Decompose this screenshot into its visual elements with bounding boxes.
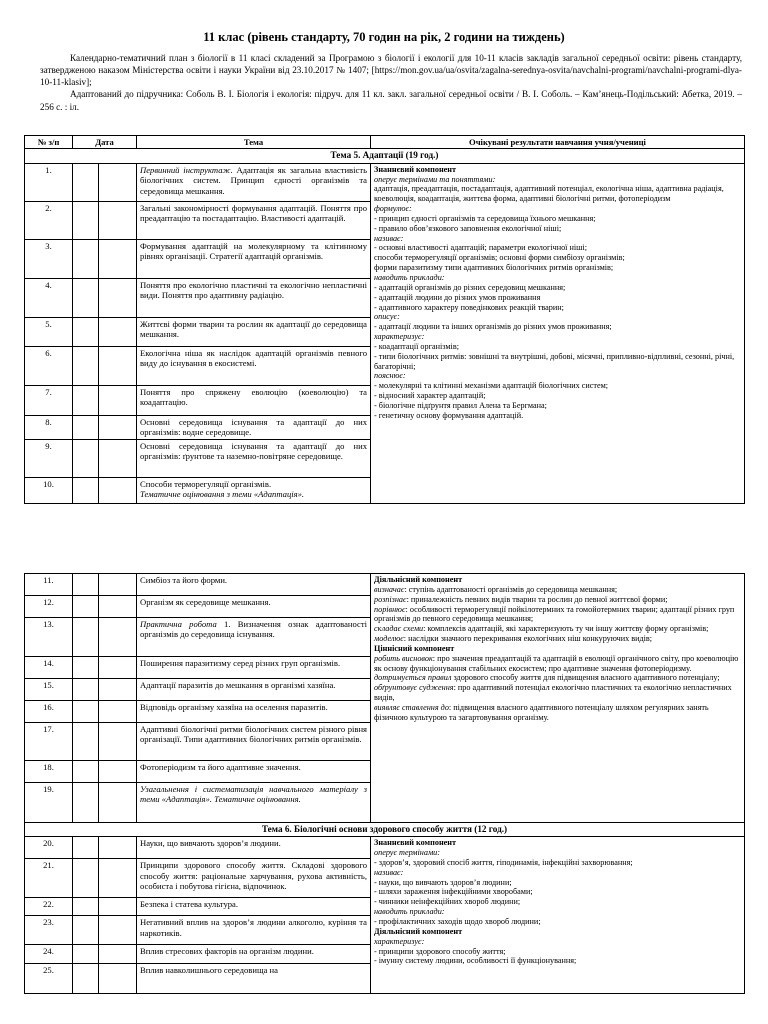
- row-topic: Науки, що вивчають здоров’я людини.: [137, 837, 371, 859]
- date-cell: [99, 346, 137, 385]
- date-cell: [73, 783, 99, 823]
- result-line: Діяльнісний компонент: [374, 926, 463, 936]
- date-cell: [73, 701, 99, 723]
- result-line: - принцип єдності організмів та середовища їхнього мешкання;: [374, 213, 596, 223]
- result-line: - науки, що вивчають здоров’я людини;: [374, 877, 512, 887]
- result-line: оперує термінами:: [374, 848, 440, 858]
- intro-paragraph: Календарно-тематичний план з біології в 11 класі складений за Програмою з біології і екології для 10-11 класів закладів загальної середньої освіти: рівень стандарту, затвердженою наказом Міністерства освіти і науки України від 23.10.2017 № 1407; [https://mon.gov.ua/ua/osvita/zagalna-serednya-osvita/navchalni-programi/navchalni-programi-dlya-10-11-klasiv];: [40, 53, 742, 88]
- date-cell: [99, 477, 137, 503]
- date-cell: [73, 278, 99, 317]
- row-number: 12.: [25, 596, 73, 618]
- result-line: Знаннєвий компонент: [374, 164, 457, 174]
- table-body: [25, 163, 745, 503]
- row-number: 10.: [25, 477, 73, 503]
- topic-emphasis: Узагальнення і систематизація навчального матеріалу з теми «Адаптація». Тематичне оцінювання.: [140, 784, 367, 805]
- result-lead: складає схеми: [374, 624, 424, 634]
- date-cell: [73, 163, 99, 201]
- row-topic: Фотоперіодизм та його адаптивне значення.: [137, 761, 371, 783]
- date-cell: [73, 964, 99, 994]
- result-line: пояснює:: [374, 371, 406, 381]
- date-cell: [73, 916, 99, 945]
- date-cell: [73, 385, 99, 415]
- row-number: 24.: [25, 945, 73, 964]
- table-header-row: [25, 136, 745, 149]
- row-topic: Організм як середовище мешкання.: [137, 596, 371, 618]
- results-cell: [371, 163, 745, 503]
- row-number: 1.: [25, 163, 73, 201]
- table-body: [25, 837, 745, 994]
- plan-table-upper: [24, 135, 745, 504]
- result-line: - біологічне підґрунтя правил Алена та Бергмана;: [374, 400, 547, 410]
- date-cell: [99, 723, 137, 761]
- result-line: формулює:: [374, 204, 412, 214]
- row-topic: Способи терморегуляції організмів. Тематичне оцінювання з теми «Адаптація».: [137, 477, 371, 503]
- date-cell: [73, 618, 99, 657]
- row-topic: Життєві форми тварин та рослин як адаптації до середовища мешкання.: [137, 317, 371, 346]
- result-line: наводить приклади:: [374, 907, 445, 917]
- result-line: виявляє ставлення до: підвищення власного адаптивного потенціалу шляхом регулярних занять фізичною культурою та загартовування організму.: [374, 702, 709, 722]
- results-cell: [371, 574, 745, 823]
- row-topic: Поняття про екологічно пластичні та екологічно непластичні види. Поняття про адаптивну радіацію.: [137, 278, 371, 317]
- result-line: - відносний характер адаптацій;: [374, 391, 486, 401]
- date-cell: [73, 317, 99, 346]
- row-topic: Основні середовища існування та адаптації до них організмів: ґрунтове та наземно-повітряне середовище.: [137, 439, 371, 477]
- result-line: - принципи здорового способу життя;: [374, 946, 506, 956]
- result-line: - адаптацій організмів до різних середовищ мешкання;: [374, 282, 566, 292]
- result-line: називає:: [374, 233, 404, 243]
- result-line: характеризує:: [374, 332, 425, 342]
- result-line: - генетичну основу формування адаптацій.: [374, 410, 524, 420]
- result-line: - молекулярні та клітинні механізми адаптацій біологічних систем;: [374, 381, 609, 391]
- result-line: - адаптації людини та інших організмів до різних умов проживання;: [374, 322, 612, 332]
- result-line: - чинники неінфекційних хвороб людини;: [374, 897, 521, 907]
- date-cell: [99, 964, 137, 994]
- result-line: способи терморегуляції організмів; основні форми симбіозу організмів;: [374, 253, 625, 263]
- result-line: - правило обов’язкового заповнення екологічної ніші;: [374, 223, 562, 233]
- row-topic: Адаптації паразитів до мешкання в організмі хазяїна.: [137, 679, 371, 701]
- date-cell: [99, 679, 137, 701]
- date-cell: [99, 163, 137, 201]
- result-line: наводить приклади:: [374, 272, 445, 282]
- row-number: 22.: [25, 898, 73, 916]
- date-cell: [99, 201, 137, 239]
- result-line: оперує термінами та поняттями:: [374, 174, 496, 184]
- result-line: - коадаптації організмів;: [374, 341, 459, 351]
- table-row: [25, 574, 745, 596]
- result-lead: моделює: [374, 634, 404, 644]
- date-cell: [99, 574, 137, 596]
- row-number: 8.: [25, 415, 73, 439]
- header-topic: Тема: [137, 136, 371, 149]
- date-cell: [73, 761, 99, 783]
- date-cell: [73, 439, 99, 477]
- intro-paragraph: Адаптований до підручника: Соболь В. І. Біологія і екологія: підруч. для 11 кл. закл. загальної середньої освіти / В. І. Соболь. – Кам’янець-Подільський: Абетка, 2019. – 256 с. : іл.: [40, 89, 742, 112]
- result-line: форми паразитизму типи адаптивних біологічних ритмів організмів;: [374, 263, 614, 273]
- results-cell: [371, 837, 745, 994]
- row-number: 13.: [25, 618, 73, 657]
- date-cell: [73, 239, 99, 278]
- date-cell: [99, 837, 137, 859]
- result-line: - основні властивості адаптацій; параметри екологічної ніші;: [374, 243, 588, 253]
- result-lead: дотримується правил: [374, 673, 452, 683]
- plan-table-lower: [24, 573, 745, 994]
- section-title: Тема 6. Біологічні основи здорового способу життя (12 год.): [25, 823, 745, 837]
- row-number: 9.: [25, 439, 73, 477]
- result-lead: виявляє ставлення до: [374, 702, 449, 712]
- date-cell: [99, 415, 137, 439]
- date-cell: [99, 945, 137, 964]
- row-topic: Поняття про спряжену еволюцію (коеволюцію) та коадаптацію.: [137, 385, 371, 415]
- row-topic: Формування адаптацій на молекулярному та клітинному рівнях організації. Стратегії адаптацій організмів.: [137, 239, 371, 278]
- result-line: моделює: наслідки значного перекривання екологічних ніш конкуруючих видів;: [374, 634, 653, 644]
- row-number: 25.: [25, 964, 73, 994]
- row-topic: Принципи здорового способу життя. Складові здорового способу життя: раціональне харчування, рухова активність, особиста і побутова гігієна, відпочинок.: [137, 859, 371, 898]
- result-line: - профілактичних заходів щодо хвороб людини;: [374, 916, 541, 926]
- result-line: - здоров’я, здоровий спосіб життя, гіподинамія, інфекційні захворювання;: [374, 857, 633, 867]
- row-number: 15.: [25, 679, 73, 701]
- row-topic: Відповідь організму хазяїна на оселення паразитів.: [137, 701, 371, 723]
- row-topic: Симбіоз та його форми.: [137, 574, 371, 596]
- row-number: 4.: [25, 278, 73, 317]
- date-cell: [73, 201, 99, 239]
- result-line: характеризує:: [374, 936, 425, 946]
- header-num: № з/п: [25, 136, 73, 149]
- date-cell: [99, 385, 137, 415]
- result-line: називає:: [374, 867, 404, 877]
- row-topic: Первинний інструктаж. Адаптація як загальна властивість біологічних систем. Принцип єдності організмів та середовища мешкання.: [137, 163, 371, 201]
- result-lead: порівнює: [374, 604, 406, 614]
- row-number: 2.: [25, 201, 73, 239]
- row-number: 16.: [25, 701, 73, 723]
- date-cell: [99, 701, 137, 723]
- row-number: 18.: [25, 761, 73, 783]
- row-topic: Екологічна ніша як наслідок адаптацій організмів певного виду до існування в екосистемі.: [137, 346, 371, 385]
- row-number: 7.: [25, 385, 73, 415]
- result-line: розпізнає: приналежність певних видів тварин та рослин до певної життєвої форми;: [374, 594, 668, 604]
- date-cell: [73, 477, 99, 503]
- date-cell: [99, 239, 137, 278]
- row-number: 21.: [25, 859, 73, 898]
- result-line: дотримується правил здорового способу життя для підвищення власного адаптивного потенціалу;: [374, 673, 720, 683]
- table-body: [25, 574, 745, 823]
- row-topic: Безпека і статева культура.: [137, 898, 371, 916]
- date-cell: [99, 761, 137, 783]
- date-cell: [73, 346, 99, 385]
- date-cell: [73, 837, 99, 859]
- date-cell: [99, 859, 137, 898]
- topic-assessment: Тематичне оцінювання з теми «Адаптація».: [140, 489, 305, 500]
- section-title: Тема 5. Адаптації (19 год.): [25, 149, 745, 163]
- result-line: - імунну систему людини, особливості її функціонування;: [374, 956, 577, 966]
- date-cell: [99, 916, 137, 945]
- topic-emphasis: Первинний інструктаж: [140, 164, 231, 175]
- result-lead: обґрунтовує судження: [374, 683, 454, 693]
- row-number: 14.: [25, 657, 73, 679]
- date-cell: [73, 415, 99, 439]
- topic-emphasis: Практична робота: [140, 619, 217, 629]
- row-topic: Вплив стресових факторів на організм людини.: [137, 945, 371, 964]
- result-line: - адаптивного характеру поведінкових реакцій тварин;: [374, 302, 564, 312]
- section-row: [25, 149, 745, 163]
- row-topic: Основні середовища існування та адаптації до них організмів: водне середовище.: [137, 415, 371, 439]
- row-number: 20.: [25, 837, 73, 859]
- intro-text: [40, 52, 742, 113]
- date-cell: [99, 783, 137, 823]
- date-cell: [73, 898, 99, 916]
- row-number: 17.: [25, 723, 73, 761]
- date-cell: [99, 596, 137, 618]
- result-line: Ціннісний компонент: [374, 643, 455, 653]
- date-cell: [99, 439, 137, 477]
- section-row: [25, 823, 745, 837]
- row-topic: Практична робота 1. Визначення ознак адаптованості організмів до середовища існування.: [137, 618, 371, 657]
- result-line: - адаптацій людини до різних умов проживання: [374, 292, 541, 302]
- header-results: Очікувані результати навчання учня/учениці: [371, 136, 745, 149]
- row-number: 3.: [25, 239, 73, 278]
- result-line: адаптація, преадаптація, постадаптація, адаптивний потенціал, екологічна ніша, адаптивна радіація, коеволюція, коадаптація, життєва форма, адаптивні біологічні ритми, фотоперіодизм: [374, 184, 724, 204]
- row-topic: Загальні закономірності формування адаптацій. Поняття про преадаптацію та постадаптацію. Властивості адаптацій.: [137, 201, 371, 239]
- row-topic: Поширення паразитизму серед різних груп організмів.: [137, 657, 371, 679]
- result-line: - шляхи зараження інфекційними хворобами;: [374, 887, 533, 897]
- result-lead: робить висновок: [374, 653, 433, 663]
- result-line: описує:: [374, 312, 400, 322]
- table-row: [25, 837, 745, 859]
- date-cell: [99, 657, 137, 679]
- result-line: Діяльнісний компонент: [374, 575, 463, 584]
- result-line: складає схеми: комплексів адаптацій, які характеризують ту чи іншу життєву форму організмів;: [374, 624, 709, 634]
- row-number: 23.: [25, 916, 73, 945]
- header-date: Дата: [73, 136, 137, 149]
- row-topic: Вплив навколишнього середовища на: [137, 964, 371, 994]
- date-cell: [73, 723, 99, 761]
- row-topic: Адаптивні біологічні ритми біологічних систем різного рівня організації. Типи адаптивних біологічних ритмів організмів.: [137, 723, 371, 761]
- row-number: 19.: [25, 783, 73, 823]
- date-cell: [99, 898, 137, 916]
- row-number: 6.: [25, 346, 73, 385]
- row-number: 11.: [25, 574, 73, 596]
- row-number: 5.: [25, 317, 73, 346]
- table-row: [25, 163, 745, 201]
- date-cell: [99, 618, 137, 657]
- result-line: порівнює: особливості терморегуляції пойкілотермних та гомойотермних тварин; адаптації різних груп організмів до певного середовища мешкання;: [374, 604, 735, 624]
- date-cell: [73, 574, 99, 596]
- result-line: визначає: ступінь адаптованості організмів до середовища мешкання;: [374, 584, 618, 594]
- result-line: обґрунтовує судження: про адаптивний потенціал екологічно пластичних та екологічно непластичних видів,: [374, 683, 732, 703]
- date-cell: [73, 945, 99, 964]
- date-cell: [99, 278, 137, 317]
- date-cell: [73, 596, 99, 618]
- result-line: робить висновок: про значення преадаптацій та адаптацій в еволюції органічного світу, про коеволюцію як основу функціонування стабільних екосистем; про адаптивне значення фотоперіодизму.: [374, 653, 739, 673]
- result-line: Знаннєвий компонент: [374, 838, 457, 848]
- result-lead: визначає: [374, 584, 405, 594]
- row-topic: [137, 783, 371, 823]
- result-line: - типи біологічних ритмів: зовнішні та внутрішні, добові, місячні, припливно-відпливні, сезонні, річні, багаторічні;: [374, 351, 735, 371]
- row-topic: Негативний вплив на здоров’я людини алкоголю, куріння та наркотиків.: [137, 916, 371, 945]
- page-title: 11 клас (рівень стандарту, 70 годин на рік, 2 години на тиждень): [203, 30, 565, 44]
- date-cell: [73, 657, 99, 679]
- date-cell: [73, 859, 99, 898]
- date-cell: [99, 317, 137, 346]
- date-cell: [73, 679, 99, 701]
- result-lead: розпізнає: [374, 594, 407, 604]
